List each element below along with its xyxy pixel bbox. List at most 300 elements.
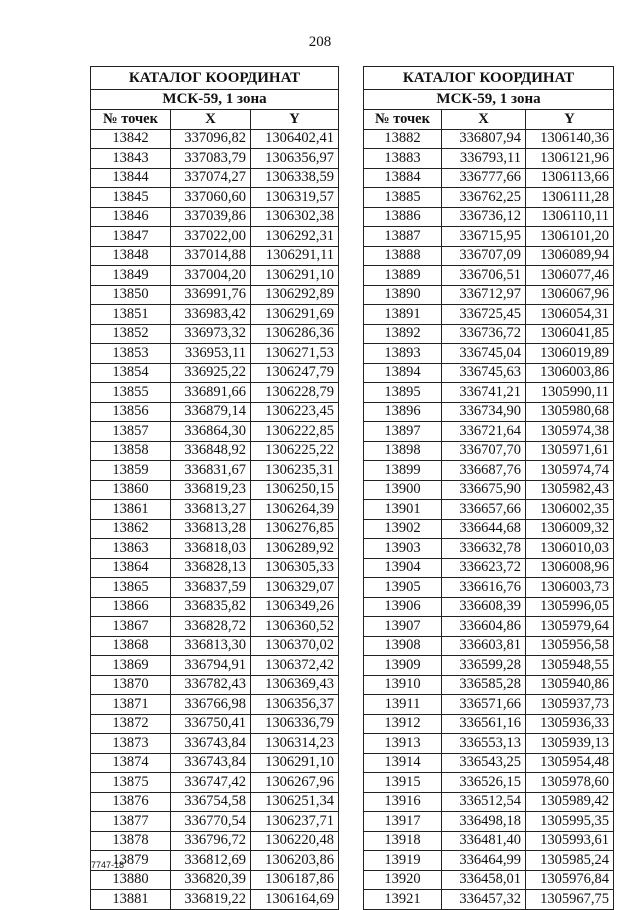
y-coordinate-cell: 1306372,42 (251, 656, 339, 676)
table-row (91, 383, 339, 403)
y-coordinate-cell: 1306077,46 (526, 266, 614, 286)
point-number-cell: 13900 (364, 480, 442, 500)
y-coordinate-cell: 1306264,39 (251, 500, 339, 520)
catalog-title: КАТАЛОГ КООРДИНАТ (364, 67, 614, 90)
point-number-cell: 13890 (364, 285, 442, 305)
table-row (364, 285, 614, 305)
point-number-cell: 13896 (364, 402, 442, 422)
point-number-cell: 13898 (364, 441, 442, 461)
table-row (91, 578, 339, 598)
table-row (364, 890, 614, 910)
point-number-cell: 13880 (91, 870, 171, 890)
y-coordinate-cell: 1305989,42 (526, 792, 614, 812)
table-row (364, 558, 614, 578)
point-number-cell: 13849 (91, 266, 171, 286)
y-coordinate-cell: 1306187,86 (251, 870, 339, 890)
x-coordinate-cell: 336837,59 (171, 578, 251, 598)
table-row (91, 324, 339, 344)
y-coordinate-cell: 1306370,02 (251, 636, 339, 656)
x-coordinate-cell: 336458,01 (442, 870, 526, 890)
y-coordinate-cell: 1306305,33 (251, 558, 339, 578)
table-row (364, 422, 614, 442)
point-number-cell: 13901 (364, 500, 442, 520)
table-row (91, 812, 339, 832)
point-number-cell: 13881 (91, 890, 171, 910)
point-number-cell: 13879 (91, 851, 171, 871)
y-coordinate-cell: 1305993,61 (526, 831, 614, 851)
y-coordinate-cell: 1305967,75 (526, 890, 614, 910)
table-row (364, 441, 614, 461)
table-row (364, 500, 614, 520)
y-coordinate-cell: 1306369,43 (251, 675, 339, 695)
y-coordinate-cell: 1306349,26 (251, 597, 339, 617)
x-coordinate-cell: 336481,40 (442, 831, 526, 851)
point-number-cell: 13903 (364, 539, 442, 559)
y-coordinate-cell: 1306164,69 (251, 890, 339, 910)
table-row (91, 558, 339, 578)
table-row (364, 695, 614, 715)
y-coordinate-cell: 1306089,94 (526, 246, 614, 266)
table-row (91, 695, 339, 715)
y-coordinate-cell: 1305956,58 (526, 636, 614, 656)
x-coordinate-cell: 336745,63 (442, 363, 526, 383)
point-number-cell: 13882 (364, 129, 442, 149)
table-row (91, 149, 339, 169)
x-coordinate-cell: 336498,18 (442, 812, 526, 832)
x-coordinate-cell: 336561,16 (442, 714, 526, 734)
y-coordinate-cell: 1305995,35 (526, 812, 614, 832)
x-coordinate-cell: 336725,45 (442, 305, 526, 325)
y-coordinate-cell: 1306250,15 (251, 480, 339, 500)
x-coordinate-cell: 336604,86 (442, 617, 526, 637)
x-coordinate-cell: 336953,11 (171, 344, 251, 364)
table-row (91, 656, 339, 676)
x-coordinate-cell: 336879,14 (171, 402, 251, 422)
point-number-cell: 13855 (91, 383, 171, 403)
y-coordinate-cell: 1305974,38 (526, 422, 614, 442)
x-coordinate-cell: 336599,28 (442, 656, 526, 676)
x-coordinate-cell: 336813,27 (171, 500, 251, 520)
table-row (364, 305, 614, 325)
y-coordinate-cell: 1305971,61 (526, 441, 614, 461)
point-number-cell: 13883 (364, 149, 442, 169)
y-coordinate-cell: 1306402,41 (251, 129, 339, 149)
x-coordinate-cell: 336644,68 (442, 519, 526, 539)
y-coordinate-cell: 1306292,89 (251, 285, 339, 305)
x-coordinate-cell: 336813,28 (171, 519, 251, 539)
table-row (364, 246, 614, 266)
point-number-cell: 13899 (364, 461, 442, 481)
x-coordinate-cell: 336632,78 (442, 539, 526, 559)
x-coordinate-cell: 336750,41 (171, 714, 251, 734)
x-coordinate-cell: 336464,99 (442, 851, 526, 871)
point-number-cell: 13865 (91, 578, 171, 598)
coordinate-catalog-table-left (90, 66, 339, 910)
point-number-cell: 13908 (364, 636, 442, 656)
y-coordinate-cell: 1306291,10 (251, 266, 339, 286)
x-coordinate-cell: 336707,09 (442, 246, 526, 266)
x-coordinate-cell: 336675,90 (442, 480, 526, 500)
point-number-cell: 13868 (91, 636, 171, 656)
point-number-cell: 13867 (91, 617, 171, 637)
point-number-cell: 13919 (364, 851, 442, 871)
y-coordinate-cell: 1306223,45 (251, 402, 339, 422)
y-coordinate-cell: 1306101,20 (526, 227, 614, 247)
y-coordinate-cell: 1306291,10 (251, 753, 339, 773)
table-row (91, 675, 339, 695)
point-number-cell: 13893 (364, 344, 442, 364)
point-number-cell: 13860 (91, 480, 171, 500)
x-coordinate-cell: 336828,72 (171, 617, 251, 637)
x-coordinate-cell: 336571,66 (442, 695, 526, 715)
column-header-y: Y (526, 110, 614, 130)
x-coordinate-cell: 336553,13 (442, 734, 526, 754)
point-number-cell: 13902 (364, 519, 442, 539)
point-number-cell: 13872 (91, 714, 171, 734)
x-coordinate-cell: 336712,97 (442, 285, 526, 305)
table-row (364, 149, 614, 169)
table-row (364, 773, 614, 793)
y-coordinate-cell: 1306140,36 (526, 129, 614, 149)
table-row (91, 188, 339, 208)
point-number-cell: 13910 (364, 675, 442, 695)
y-coordinate-cell: 1306319,57 (251, 188, 339, 208)
y-coordinate-cell: 1306225,22 (251, 441, 339, 461)
table-row (91, 617, 339, 637)
point-number-cell: 13873 (91, 734, 171, 754)
x-coordinate-cell: 336835,82 (171, 597, 251, 617)
coordinate-catalog-table-right (363, 66, 614, 910)
point-number-cell: 13894 (364, 363, 442, 383)
point-number-cell: 13844 (91, 168, 171, 188)
x-coordinate-cell: 337014,88 (171, 246, 251, 266)
catalog-body (91, 129, 339, 909)
point-number-cell: 13842 (91, 129, 171, 149)
table-row (364, 402, 614, 422)
x-coordinate-cell: 336812,69 (171, 851, 251, 871)
point-number-cell: 13916 (364, 792, 442, 812)
x-coordinate-cell: 336848,92 (171, 441, 251, 461)
point-number-cell: 13846 (91, 207, 171, 227)
y-coordinate-cell: 1306286,36 (251, 324, 339, 344)
x-coordinate-cell: 336991,76 (171, 285, 251, 305)
x-coordinate-cell: 336743,84 (171, 753, 251, 773)
table-row (91, 422, 339, 442)
point-number-cell: 13892 (364, 324, 442, 344)
table-row (364, 753, 614, 773)
table-row (91, 519, 339, 539)
y-coordinate-cell: 1306289,92 (251, 539, 339, 559)
column-header-point-number: № точек (91, 110, 171, 130)
y-coordinate-cell: 1306338,59 (251, 168, 339, 188)
y-coordinate-cell: 1306235,31 (251, 461, 339, 481)
table-row (364, 792, 614, 812)
point-number-cell: 13852 (91, 324, 171, 344)
table-row (91, 305, 339, 325)
y-coordinate-cell: 1305954,48 (526, 753, 614, 773)
table-row (91, 773, 339, 793)
column-header-x: X (171, 110, 251, 130)
table-row (91, 363, 339, 383)
point-number-cell: 13871 (91, 695, 171, 715)
y-coordinate-cell: 1306041,85 (526, 324, 614, 344)
x-coordinate-cell: 336828,13 (171, 558, 251, 578)
x-coordinate-cell: 336864,30 (171, 422, 251, 442)
point-number-cell: 13853 (91, 344, 171, 364)
page-number: 208 (308, 34, 332, 50)
x-coordinate-cell: 336457,32 (442, 890, 526, 910)
table-row (364, 266, 614, 286)
table-row (91, 480, 339, 500)
y-coordinate-cell: 1306247,79 (251, 363, 339, 383)
y-coordinate-cell: 1306276,85 (251, 519, 339, 539)
x-coordinate-cell: 337083,79 (171, 149, 251, 169)
y-coordinate-cell: 1306237,71 (251, 812, 339, 832)
y-coordinate-cell: 1306220,48 (251, 831, 339, 851)
x-coordinate-cell: 336707,70 (442, 441, 526, 461)
x-coordinate-cell: 336734,90 (442, 402, 526, 422)
point-number-cell: 13887 (364, 227, 442, 247)
table-row (91, 402, 339, 422)
point-number-cell: 13912 (364, 714, 442, 734)
x-coordinate-cell: 337022,00 (171, 227, 251, 247)
x-coordinate-cell: 336608,39 (442, 597, 526, 617)
table-row (91, 344, 339, 364)
table-row (364, 207, 614, 227)
point-number-cell: 13886 (364, 207, 442, 227)
table-row (91, 597, 339, 617)
column-header-y: Y (251, 110, 339, 130)
y-coordinate-cell: 1305996,05 (526, 597, 614, 617)
y-coordinate-cell: 1306110,11 (526, 207, 614, 227)
point-number-cell: 13877 (91, 812, 171, 832)
table-row (364, 734, 614, 754)
x-coordinate-cell: 336623,72 (442, 558, 526, 578)
point-number-cell: 13848 (91, 246, 171, 266)
x-coordinate-cell: 336794,91 (171, 656, 251, 676)
y-coordinate-cell: 1306360,52 (251, 617, 339, 637)
table-row (91, 461, 339, 481)
table-row (364, 714, 614, 734)
y-coordinate-cell: 1306291,69 (251, 305, 339, 325)
y-coordinate-cell: 1306009,32 (526, 519, 614, 539)
point-number-cell: 13854 (91, 363, 171, 383)
x-coordinate-cell: 336743,84 (171, 734, 251, 754)
y-coordinate-cell: 1306054,31 (526, 305, 614, 325)
point-number-cell: 13891 (364, 305, 442, 325)
table-row (364, 656, 614, 676)
point-number-cell: 13914 (364, 753, 442, 773)
table-row (364, 617, 614, 637)
point-number-cell: 13895 (364, 383, 442, 403)
table-row (91, 227, 339, 247)
y-coordinate-cell: 1305937,73 (526, 695, 614, 715)
point-number-cell: 13884 (364, 168, 442, 188)
point-number-cell: 13875 (91, 773, 171, 793)
y-coordinate-cell: 1306228,79 (251, 383, 339, 403)
y-coordinate-cell: 1305939,13 (526, 734, 614, 754)
point-number-cell: 13850 (91, 285, 171, 305)
point-number-cell: 13858 (91, 441, 171, 461)
point-number-cell: 13888 (364, 246, 442, 266)
point-number-cell: 13870 (91, 675, 171, 695)
y-coordinate-cell: 1306113,66 (526, 168, 614, 188)
y-coordinate-cell: 1306291,11 (251, 246, 339, 266)
point-number-cell: 13913 (364, 734, 442, 754)
catalog-body (364, 129, 614, 909)
x-coordinate-cell: 336819,23 (171, 480, 251, 500)
x-coordinate-cell: 336657,66 (442, 500, 526, 520)
x-coordinate-cell: 336741,21 (442, 383, 526, 403)
table-row (364, 461, 614, 481)
y-coordinate-cell: 1306356,37 (251, 695, 339, 715)
table-row (364, 168, 614, 188)
x-coordinate-cell: 336831,67 (171, 461, 251, 481)
table-row (91, 851, 339, 871)
table-row (91, 890, 339, 910)
y-coordinate-cell: 1305948,55 (526, 656, 614, 676)
table-row (364, 578, 614, 598)
y-coordinate-cell: 1305982,43 (526, 480, 614, 500)
table-row (91, 714, 339, 734)
x-coordinate-cell: 336782,43 (171, 675, 251, 695)
point-number-cell: 13904 (364, 558, 442, 578)
point-number-cell: 13857 (91, 422, 171, 442)
point-number-cell: 13876 (91, 792, 171, 812)
y-coordinate-cell: 1306302,38 (251, 207, 339, 227)
table-row (91, 266, 339, 286)
point-number-cell: 13907 (364, 617, 442, 637)
x-coordinate-cell: 336745,04 (442, 344, 526, 364)
point-number-cell: 13866 (91, 597, 171, 617)
x-coordinate-cell: 336925,22 (171, 363, 251, 383)
table-row (91, 207, 339, 227)
table-row (364, 675, 614, 695)
x-coordinate-cell: 336983,42 (171, 305, 251, 325)
point-number-cell: 13906 (364, 597, 442, 617)
point-number-cell: 13921 (364, 890, 442, 910)
table-row (91, 500, 339, 520)
table-row (91, 831, 339, 851)
point-number-cell: 13920 (364, 870, 442, 890)
y-coordinate-cell: 1306002,35 (526, 500, 614, 520)
y-coordinate-cell: 1306003,86 (526, 363, 614, 383)
table-row (91, 870, 339, 890)
y-coordinate-cell: 1306003,73 (526, 578, 614, 598)
x-coordinate-cell: 336819,22 (171, 890, 251, 910)
y-coordinate-cell: 1306314,23 (251, 734, 339, 754)
x-coordinate-cell: 336736,72 (442, 324, 526, 344)
point-number-cell: 13885 (364, 188, 442, 208)
point-number-cell: 13915 (364, 773, 442, 793)
y-coordinate-cell: 1305974,74 (526, 461, 614, 481)
table-row (364, 188, 614, 208)
x-coordinate-cell: 336762,25 (442, 188, 526, 208)
point-number-cell: 13847 (91, 227, 171, 247)
catalog-zone: МСК-59, 1 зона (91, 90, 339, 110)
y-coordinate-cell: 1305980,68 (526, 402, 614, 422)
table-row (364, 227, 614, 247)
table-row (91, 792, 339, 812)
x-coordinate-cell: 337074,27 (171, 168, 251, 188)
x-coordinate-cell: 336796,72 (171, 831, 251, 851)
y-coordinate-cell: 1306336,79 (251, 714, 339, 734)
x-coordinate-cell: 336736,12 (442, 207, 526, 227)
x-coordinate-cell: 336721,64 (442, 422, 526, 442)
y-coordinate-cell: 1306008,96 (526, 558, 614, 578)
x-coordinate-cell: 336820,39 (171, 870, 251, 890)
y-coordinate-cell: 1305985,24 (526, 851, 614, 871)
point-number-cell: 13862 (91, 519, 171, 539)
y-coordinate-cell: 1306111,28 (526, 188, 614, 208)
table-row (364, 812, 614, 832)
point-number-cell: 13878 (91, 831, 171, 851)
y-coordinate-cell: 1306203,86 (251, 851, 339, 871)
x-coordinate-cell: 336807,94 (442, 129, 526, 149)
point-number-cell: 13911 (364, 695, 442, 715)
x-coordinate-cell: 336770,54 (171, 812, 251, 832)
x-coordinate-cell: 336616,76 (442, 578, 526, 598)
y-coordinate-cell: 1305978,60 (526, 773, 614, 793)
table-row (364, 636, 614, 656)
table-row (91, 753, 339, 773)
point-number-cell: 13851 (91, 305, 171, 325)
point-number-cell: 13863 (91, 539, 171, 559)
y-coordinate-cell: 1306356,97 (251, 149, 339, 169)
point-number-cell: 13889 (364, 266, 442, 286)
table-row (364, 324, 614, 344)
y-coordinate-cell: 1306010,03 (526, 539, 614, 559)
table-row (364, 597, 614, 617)
table-row (91, 129, 339, 149)
x-coordinate-cell: 336818,03 (171, 539, 251, 559)
catalog-zone: МСК-59, 1 зона (364, 90, 614, 110)
y-coordinate-cell: 1306222,85 (251, 422, 339, 442)
y-coordinate-cell: 1305940,86 (526, 675, 614, 695)
y-coordinate-cell: 1305936,33 (526, 714, 614, 734)
point-number-cell: 13905 (364, 578, 442, 598)
point-number-cell: 13874 (91, 753, 171, 773)
y-coordinate-cell: 1306121,96 (526, 149, 614, 169)
table-row (364, 480, 614, 500)
y-coordinate-cell: 1305990,11 (526, 383, 614, 403)
table-row (364, 539, 614, 559)
document-code: 7747-18 (91, 860, 125, 870)
y-coordinate-cell: 1305979,64 (526, 617, 614, 637)
x-coordinate-cell: 336687,76 (442, 461, 526, 481)
x-coordinate-cell: 336793,11 (442, 149, 526, 169)
table-row (364, 519, 614, 539)
x-coordinate-cell: 337004,20 (171, 266, 251, 286)
y-coordinate-cell: 1305976,84 (526, 870, 614, 890)
x-coordinate-cell: 336706,51 (442, 266, 526, 286)
y-coordinate-cell: 1306251,34 (251, 792, 339, 812)
point-number-cell: 13917 (364, 812, 442, 832)
x-coordinate-cell: 336715,95 (442, 227, 526, 247)
table-row (364, 851, 614, 871)
table-row (91, 734, 339, 754)
x-coordinate-cell: 336891,66 (171, 383, 251, 403)
x-coordinate-cell: 336747,42 (171, 773, 251, 793)
x-coordinate-cell: 336766,98 (171, 695, 251, 715)
point-number-cell: 13897 (364, 422, 442, 442)
table-row (91, 539, 339, 559)
y-coordinate-cell: 1306267,96 (251, 773, 339, 793)
x-coordinate-cell: 336585,28 (442, 675, 526, 695)
point-number-cell: 13859 (91, 461, 171, 481)
y-coordinate-cell: 1306329,07 (251, 578, 339, 598)
x-coordinate-cell: 336543,25 (442, 753, 526, 773)
